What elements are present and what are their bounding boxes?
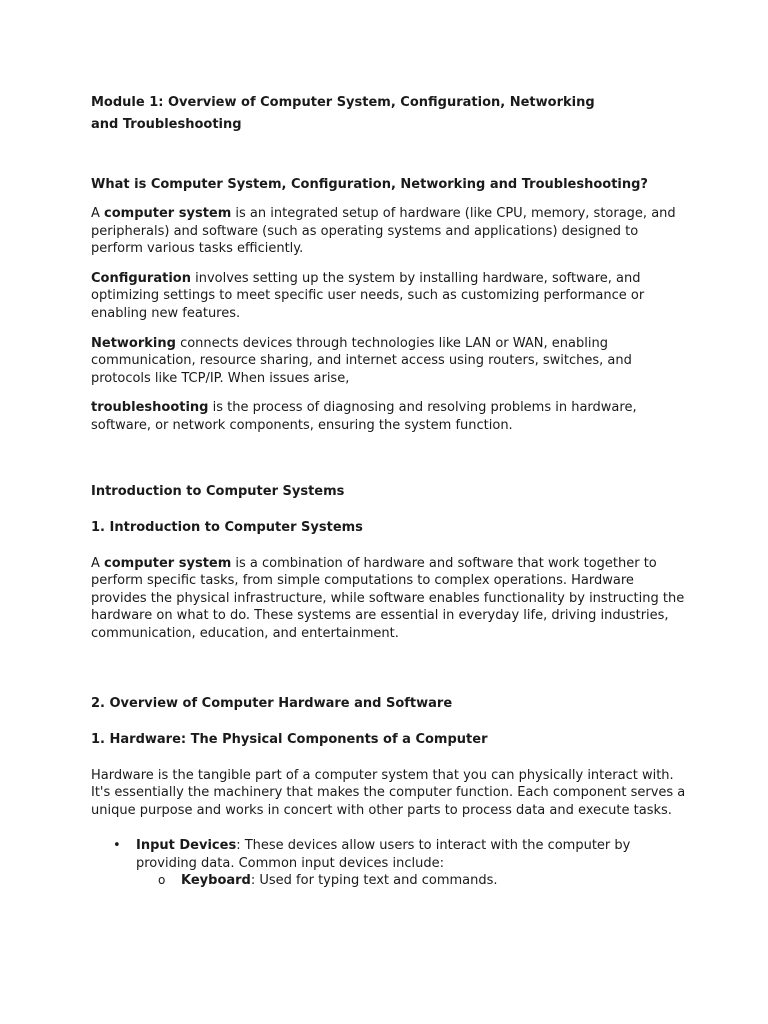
list-item-keyboard bbox=[136, 872, 691, 890]
keyboard-term: Keyboard bbox=[181, 873, 251, 889]
bullet-marker: • bbox=[113, 838, 121, 854]
intro-text: is a combination of hardware and software that work together to perform specific tasks, from simple computations to complex operations. Hardware provides the physical infrastructure, while software enables functionality by instructing the hardware on what to do. These systems are essential in everyday life, driving industries, communication, education, and entertainment. bbox=[91, 555, 685, 641]
what-is-heading: What is Computer System, Configuration, Networking and Troubleshooting? bbox=[91, 177, 648, 192]
p1-prefix: A bbox=[91, 206, 105, 221]
configuration-paragraph bbox=[91, 270, 691, 323]
hardware-subheading: 1. Hardware: The Physical Components of a Computer bbox=[91, 731, 488, 747]
intro-prefix: A bbox=[91, 555, 105, 571]
p4-text: is the process of diagnosing and resolving problems in hardware, software, or network components, ensuring the system function. bbox=[91, 400, 637, 433]
keyboard-text: : Used for typing text and commands. bbox=[250, 873, 498, 889]
intro-computer-system-term: computer system bbox=[104, 555, 232, 571]
intro-subheading: 1. Introduction to Computer Systems bbox=[91, 519, 363, 535]
list-item-input-devices bbox=[91, 837, 691, 890]
module-title: Module 1: Overview of Computer System, Configuration, Networking and Troubleshooting bbox=[91, 95, 595, 132]
intro-heading: Introduction to Computer Systems bbox=[91, 483, 345, 499]
troubleshooting-paragraph bbox=[91, 399, 691, 434]
intro-paragraph bbox=[91, 555, 691, 643]
p2-text: involves setting up the system by installing hardware, software, and optimizing settings to meet specific user needs, such as customizing performance or enabling new features. bbox=[91, 270, 645, 321]
computer-system-paragraph bbox=[91, 205, 691, 258]
networking-term: Networking bbox=[91, 335, 176, 351]
computer-system-term: computer system bbox=[104, 206, 232, 221]
configuration-term: Configuration bbox=[91, 270, 191, 286]
input-devices-text: : These devices allow users to interact with the computer by providing data. Common input devices include: bbox=[136, 838, 631, 871]
p1-text: is an integrated setup of hardware (like CPU, memory, storage, and peripherals) and software (such as operating systems and applications) designed to perform various tasks efficiently. bbox=[91, 206, 676, 257]
overview-heading: 2. Overview of Computer Hardware and Software bbox=[91, 695, 453, 711]
input-devices-term: Input Devices bbox=[136, 838, 237, 854]
p3-text: connects devices through technologies like LAN or WAN, enabling communication, resource sharing, and internet access using routers, switches, and protocols like TCP/IP. When issues arise, bbox=[91, 335, 632, 386]
document-page bbox=[91, 92, 691, 890]
networking-paragraph bbox=[91, 335, 691, 388]
sub-bullet-marker: o bbox=[158, 873, 166, 888]
troubleshooting-term: troubleshooting bbox=[91, 400, 209, 416]
hardware-paragraph: Hardware is the tangible part of a computer system that you can physically interact with. It's essentially the machinery that makes the computer function. Each component serves a unique purpose and works in concert with other parts to process data and execute tasks. bbox=[91, 767, 686, 818]
input-devices-sublist bbox=[136, 872, 691, 890]
hardware-list bbox=[91, 837, 691, 890]
